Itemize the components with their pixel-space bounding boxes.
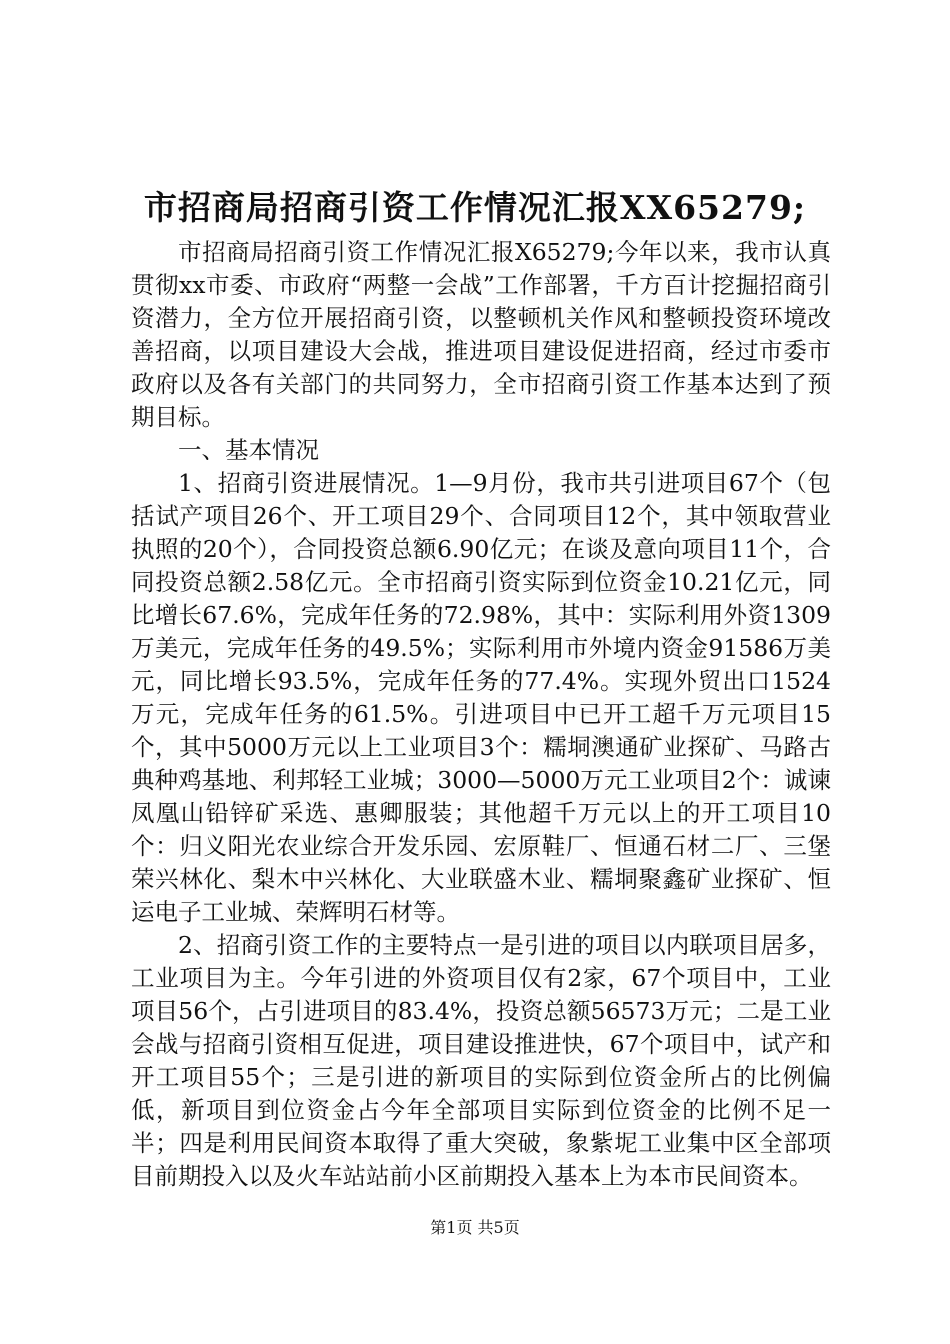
paragraph-main-features: 2、招商引资工作的主要特点一是引进的项目以内联项目居多，工业项目为主。今年引进的外资项目仅有2家，67个项目中，工业项目56个，占引进项目的83.4%，投资总额56573万元；二是工业会战与招商引资相互促进，项目建设推进快，67个项目中，试产和开工项目55个；三是引进的新项目的实际到位资金所占的比例偏低，新项目到位资金占今年全部项目实际到位资金的比例不足一半；四是利用民间资本取得了重大突破，象紫坭工业集中区全部项目前期投入以及火车站站前小区前期投入基本上为本市民间资本。 xyxy=(131,931,831,1190)
document-title: 市招商局招商引资工作情况汇报XX65279; xyxy=(143,188,807,227)
paragraph-intro: 市招商局招商引资工作情况汇报X65279;今年以来，我市认真贯彻xx市委、市政府“两整一会战”工作部署，千方百计挖掘招商引资潜力，全方位开展招商引资，以整顿机关作风和整顿投资环境改善招商，以项目建设大会战，推进项目建设促进招商，经过市委市政府以及各有关部门的共同努力，全市招商引资工作基本达到了预期目标。 xyxy=(131,238,831,431)
section-heading-basic-situation: 一、基本情况 xyxy=(178,436,319,464)
paragraph-investment-progress: 1、招商引资进展情况。1—9月份，我市共引进项目67个（包括试产项目26个、开工项目29个、合同项目12个，其中领取营业执照的20个），合同投资总额6.90亿元；在谈及意向项目11个，合同投资总额2.58亿元。全市招商引资实际到位资金10.21亿元，同比增长67.6%，完成年任务的72.98%，其中：实际利用外资1309万美元，完成年任务的49.5%；实际利用市外境内资金91586万美元，同比增长93.5%，完成年任务的77.4%。实现外贸出口1524万元，完成年任务的61.5%。引进项目中已开工超千万元项目15个，其中5000万元以上工业项目3个：糯垌澳通矿业探矿、马路古典种鸡基地、利邦轻工业城；3000—5000万元工业项目2个：诚谏凤凰山铅锌矿采选、惠卿服装；其他超千万元以上的开工项目10个：归义阳光农业综合开发乐园、宏原鞋厂、恒通石材二厂、三堡荣兴林化、梨木中兴林化、大业联盛木业、糯垌聚鑫矿业探矿、恒运电子工业城、荣辉明石材等。 xyxy=(131,469,831,926)
document-body xyxy=(131,236,831,1193)
page-number: 第1页 共5页 xyxy=(430,1218,520,1237)
